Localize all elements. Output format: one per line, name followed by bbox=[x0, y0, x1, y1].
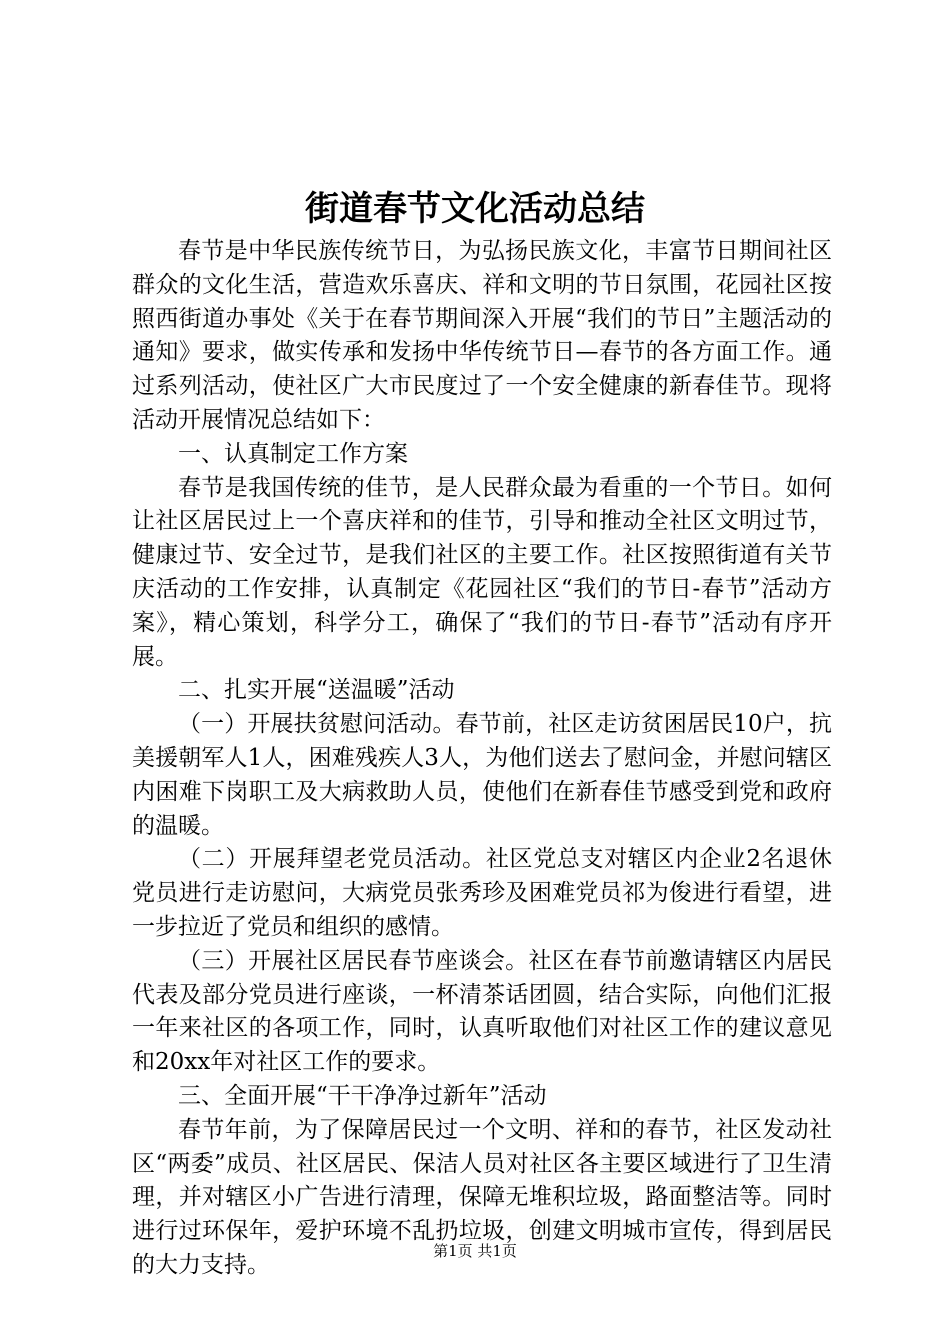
section-2-item-2: （二）开展拜望老党员活动。社区党总支对辖区内企业2名退休党员进行走访慰问，大病党员张秀珍及困难党员祁为俊进行看望，进一步拉近了党员和组织的感情。 bbox=[132, 846, 832, 940]
section-heading-3: 三、全面开展“干干净净过新年”活动 bbox=[178, 1082, 547, 1109]
section-2-item-1: （一）开展扶贫慰问活动。春节前，社区走访贫困居民10户，抗美援朝军人1人，困难残疾人3人，为他们送去了慰问金，并慰问辖区内困难下岗职工及大病救助人员，使他们在新春佳节感受到党和政府的温暖。 bbox=[132, 711, 832, 839]
document-body bbox=[132, 235, 832, 1283]
section-1-paragraph: 春节是我国传统的佳节，是人民群众最为看重的一个节日。如何让社区居民过上一个喜庆祥和的佳节，引导和推动全社区文明过节，健康过节、安全过节，是我们社区的主要工作。社区按照街道有关节庆活动的工作安排，认真制定《花园社区“我们的节日-春节”活动方案》，精心策划，科学分工，确保了“我们的节日-春节”活动有序开展。 bbox=[132, 474, 832, 670]
page-number-footer: 第1页 共1页 bbox=[433, 1242, 517, 1260]
intro-paragraph: 春节是中华民族传统节日，为弘扬民族文化，丰富节日期间社区群众的文化生活，营造欢乐喜庆、祥和文明的节日氛围，花园社区按照西街道办事处《关于在春节期间深入开展“我们的节日”主题活动的通知》要求，做实传承和发扬中华传统节日—春节的各方面工作。通过系列活动，使社区广大市民度过了一个安全健康的新春佳节。现将活动开展情况总结如下： bbox=[132, 238, 832, 433]
document-title: 街道春节文化活动总结 bbox=[305, 189, 645, 229]
section-heading-2: 二、扎实开展“送温暖”活动 bbox=[178, 677, 455, 704]
section-heading-1: 一、认真制定工作方案 bbox=[178, 440, 408, 467]
section-2-item-3: （三）开展社区居民春节座谈会。社区在春节前邀请辖区内居民代表及部分党员进行座谈，一杯清茶话团圆，结合实际，向他们汇报一年来社区的各项工作，同时，认真听取他们对社区工作的建议意见和20xx年对社区工作的要求。 bbox=[132, 947, 832, 1076]
section-3-paragraph: 春节年前，为了保障居民过一个文明、祥和的春节，社区发动社区“两委”成员、社区居民、保洁人员对社区各主要区域进行了卫生清理，并对辖区小广告进行清理，保障无堆积垃圾，路面整洁等。同时进行过环保年，爱护环境不乱扔垃圾，创建文明城市宣传，得到居民的大力支持。 bbox=[132, 1116, 832, 1278]
